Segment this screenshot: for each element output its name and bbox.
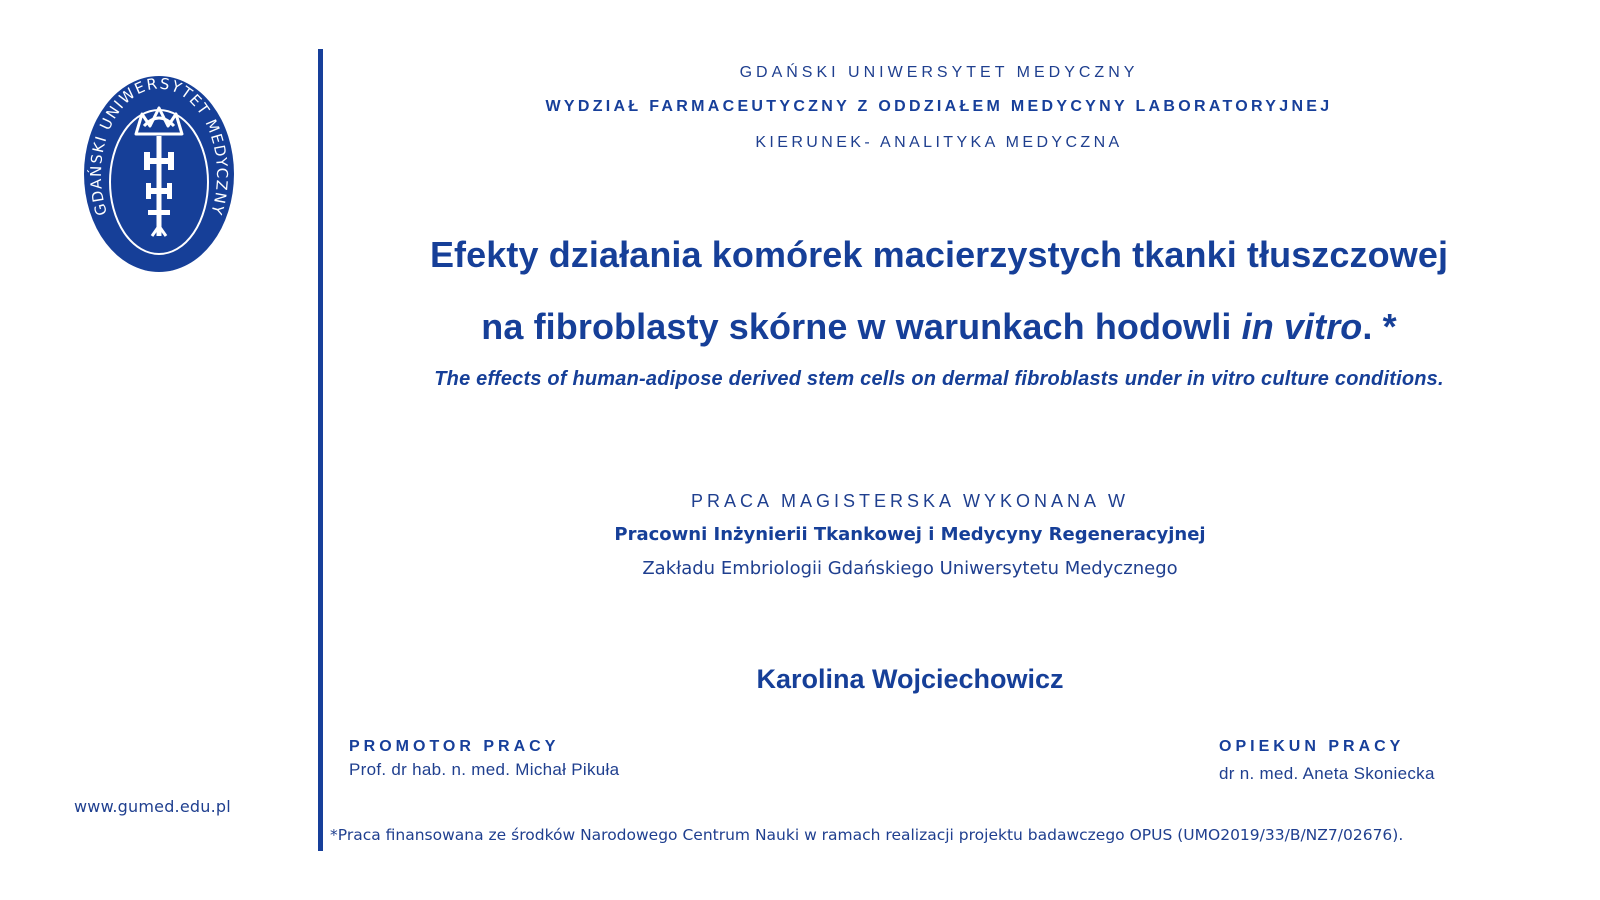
logo-ring-text: GDAŃSKI UNIWERSYTET MEDYCZNY: [86, 76, 232, 218]
department-name: Zakładu Embriologii Gdańskiego Uniwersytetu Medycznego: [642, 558, 1178, 579]
thesis-title-english: The effects of human-adipose derived stem cells on dermal fibroblasts under in vitro culture conditions.: [434, 368, 1444, 390]
promotor-name: Prof. dr hab. n. med. Michał Pikuła: [349, 760, 620, 779]
thesis-title: [328, 219, 1550, 363]
university-name: GDAŃSKI UNIWERSYTET MEDYCZNY: [739, 64, 1139, 81]
opiekun-label: OPIEKUN PRACY: [1219, 738, 1405, 755]
funding-footnote: *Praca finansowana ze środków Narodowego Centrum Nauki w ramach realizacji projektu badawczego OPUS (UMO2019/33/B/NZ7/02676).: [330, 826, 1404, 844]
lab-name: Pracowni Inżynierii Tkankowej i Medycyny Regeneracyjnej: [614, 524, 1206, 545]
vertical-divider: [318, 49, 323, 851]
faculty-name: WYDZIAŁ FARMACEUTYCZNY Z ODDZIAŁEM MEDYCYNY LABORATORYJNEJ: [545, 98, 1333, 115]
thesis-title-line2: [328, 291, 1550, 363]
university-logo: [84, 76, 234, 272]
website-url[interactable]: www.gumed.edu.pl: [74, 797, 231, 816]
thesis-title-suffix: . *: [1362, 306, 1397, 347]
thesis-intro: PRACA MAGISTERSKA WYKONANA W: [690, 491, 1130, 511]
thesis-title-italic: in vitro: [1241, 306, 1363, 347]
university-seal-icon: [84, 76, 234, 272]
author-name: Karolina Wojciechowicz: [756, 664, 1064, 694]
promotor-label: PROMOTOR PRACY: [349, 738, 560, 755]
opiekun-name: dr n. med. Aneta Skoniecka: [1219, 764, 1435, 783]
thesis-title-line2-text: na fibroblasty skórne w warunkach hodowli: [481, 306, 1242, 347]
thesis-title-line1: Efekty działania komórek macierzystych tkanki tłuszczowej: [429, 234, 1449, 275]
course-name: KIERUNEK- ANALITYKA MEDYCZNA: [755, 134, 1123, 151]
